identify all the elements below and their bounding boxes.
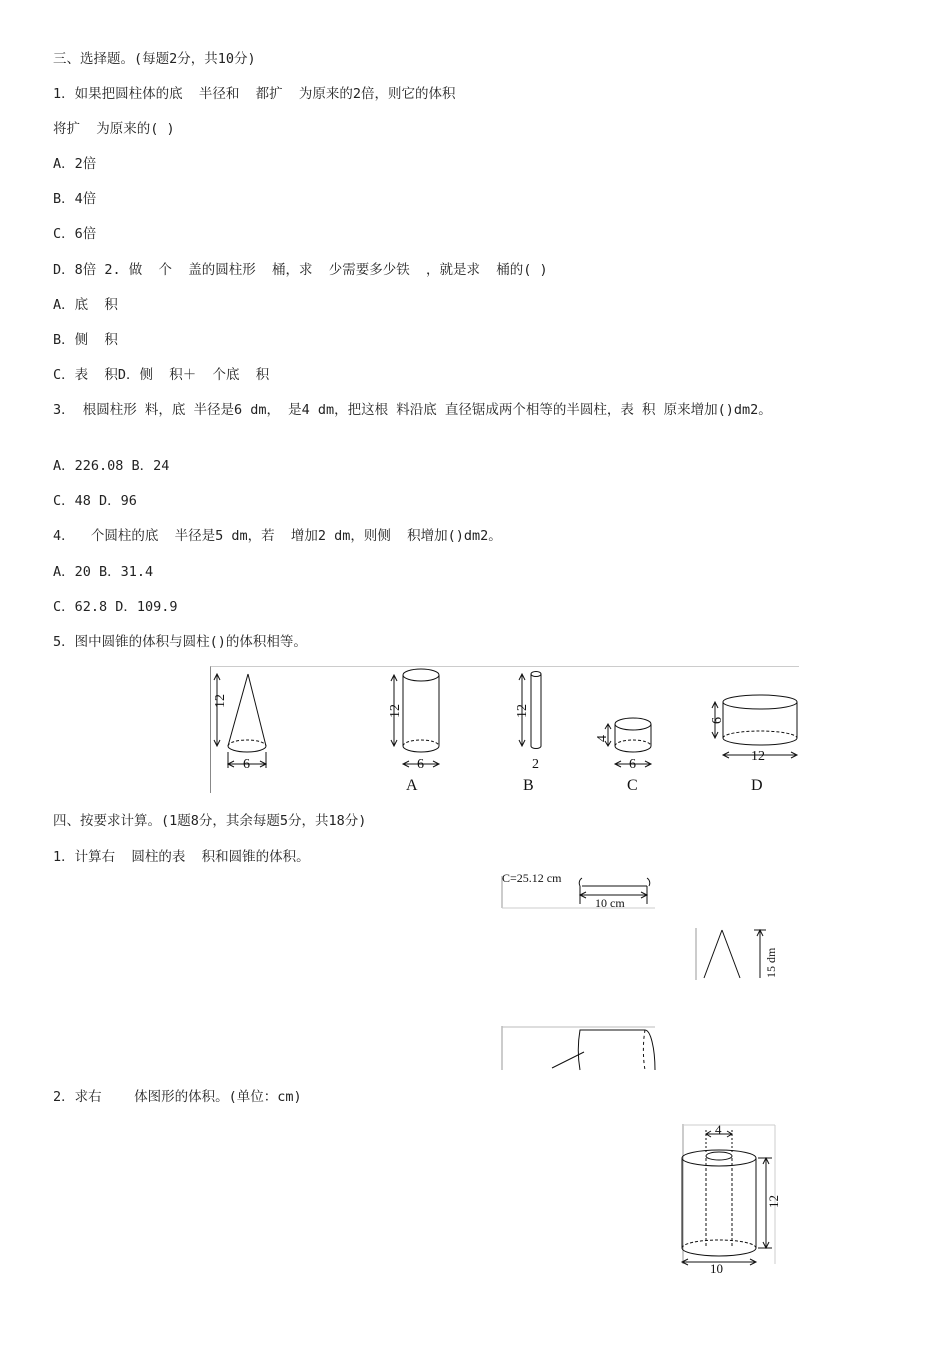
question-1-line-2: 将扩 为原来的( )	[53, 121, 175, 137]
cylinder-a-label: A	[406, 777, 418, 794]
q1-circumference-label: C=25.12 cm	[502, 871, 562, 885]
cylinder-b-label: B	[523, 777, 534, 794]
section-4-q1-cylinder-fragment	[500, 871, 660, 912]
question-2-option-b: B．侧 积	[53, 332, 118, 348]
cylinder-c-figure	[605, 718, 651, 767]
cylinder-d-height-label: 6	[710, 717, 725, 724]
cone-height-label: 12	[213, 694, 228, 708]
cylinder-b-base-label: 2	[532, 757, 539, 772]
cylinder-c-height-label: 4	[595, 735, 610, 742]
question-3-option-ab: A．226.08 B．24	[53, 458, 170, 474]
q2-base-label: 10	[710, 1261, 723, 1276]
question-4-option-cd: C．62.8 D．109.9	[53, 599, 178, 615]
cylinder-d-label: D	[751, 777, 763, 794]
section-4-q1-cylinder-side-fragment	[500, 1026, 660, 1070]
question-4-option-ab: A．20 B．31.4	[53, 564, 154, 580]
cylinder-b-height-label: 12	[515, 704, 530, 718]
question-1-option-c: C．6倍	[53, 226, 97, 242]
section-4-q1-cone-fragment	[694, 926, 784, 984]
question-4-text: 4． 个圆柱的底 半径是5 dm，若 增加2 dm，则侧 积增加()dm2。	[53, 528, 502, 544]
question-1-option-b: B．4倍	[53, 191, 97, 207]
cylinder-a-base-label: 6	[417, 757, 424, 772]
section-4-q2-hollow-cylinder	[682, 1122, 782, 1276]
question-1-line-1: 1．如果把圆柱体的底 半径和 都扩 为原来的2倍，则它的体积	[53, 86, 456, 102]
question-1-option-a: A．2倍	[53, 156, 97, 172]
question-1-option-d-question-2: D．8倍 2. 做 个 盖的圆柱形 桶，求 少需要多少铁 ，就是求 桶的( )	[53, 262, 548, 278]
question-3-option-cd: C．48 D．96	[53, 493, 137, 509]
question-2-option-a: A．底 积	[53, 297, 118, 313]
question-3-text: 3． 根圆柱形 料，底 半径是6 dm， 是4 dm，把这根 料沿底 直径锯成两个相等的半圆柱，表 积 原来增加()dm2。	[53, 402, 772, 418]
cylinder-c-label: C	[627, 777, 638, 794]
q1-length-label: 10 cm	[595, 896, 625, 910]
section-heading-choice: 三、选择题。(每题2分，共10分)	[53, 51, 256, 67]
question-5-figure	[210, 666, 800, 796]
section-4-question-2-text: 2．求右 体图形的体积。(单位：cm)	[53, 1089, 302, 1105]
q2-top-label: 4	[715, 1122, 722, 1137]
cylinder-c-base-label: 6	[629, 757, 636, 772]
question-5-text: 5．图中圆锥的体积与圆柱()的体积相等。	[53, 634, 307, 650]
cylinder-d-base-label: 12	[751, 749, 765, 764]
q2-height-label: 12	[766, 1195, 781, 1208]
section-4-question-1-text: 1．计算右 圆柱的表 积和圆锥的体积。	[53, 849, 310, 865]
section-heading-calculation: 四、按要求计算。(1题8分，其余每题5分，共18分)	[53, 813, 367, 829]
q1-cone-height-label: 15 dm	[764, 947, 778, 978]
cone-base-label: 6	[243, 757, 250, 772]
question-2-option-cd: C．表 积D．侧 积＋ 个底 积	[53, 367, 270, 383]
cylinder-a-height-label: 12	[388, 704, 403, 718]
cone-figure	[214, 674, 266, 768]
